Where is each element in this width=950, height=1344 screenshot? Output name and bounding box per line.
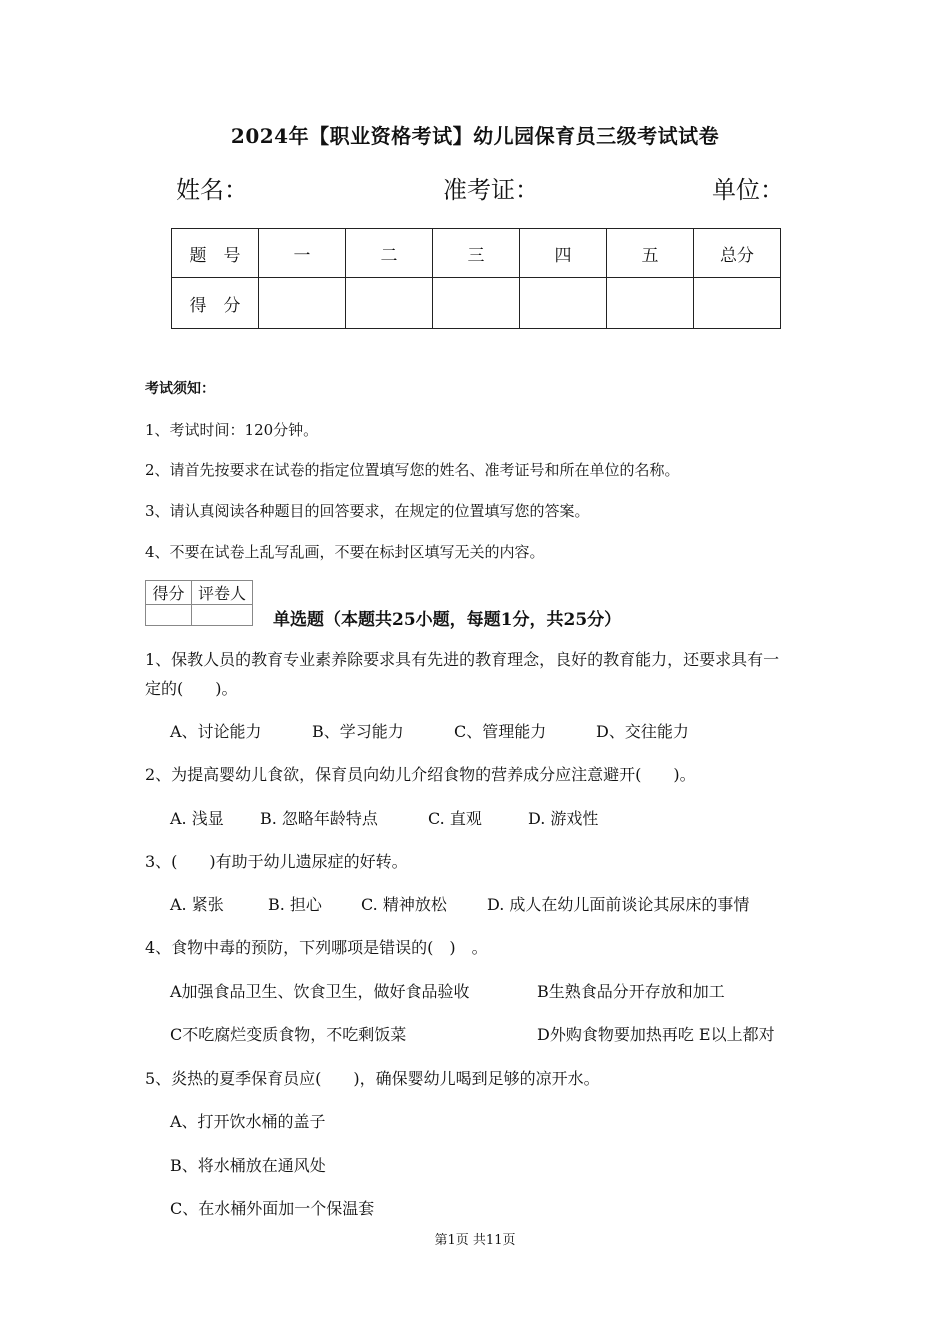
option: A加强食品卫生、饮食卫生，做好食品验收 — [170, 982, 470, 1001]
header-cell: 三 — [433, 229, 520, 278]
option: D、交往能力 — [596, 722, 689, 741]
option: C. 直观 — [428, 809, 482, 828]
option: B. 担心 — [268, 895, 322, 914]
header-cell: 题 号 — [172, 229, 259, 278]
option: B. 忽略年龄特点 — [260, 809, 378, 828]
row-label-cell: 得 分 — [172, 278, 259, 329]
option: B生熟食品分开存放和加工 — [537, 982, 725, 1001]
option: C、在水桶外面加一个保温套 — [170, 1199, 375, 1218]
header-cell: 总分 — [694, 229, 781, 278]
option: C、管理能力 — [454, 722, 547, 741]
notice-item: 2、请首先按要求在试卷的指定位置填写您的姓名、准考证号和所在单位的名称。 — [145, 461, 680, 479]
name-field-label: 姓名： — [176, 176, 248, 204]
grader-score-cell[interactable] — [146, 605, 192, 626]
header-cell: 二 — [346, 229, 433, 278]
option: D外购食物要加热再吃 E以上都对 — [537, 1025, 775, 1044]
score-table-score-row — [172, 278, 781, 329]
grader-score-label: 得分 — [146, 581, 192, 605]
question-stem: 1、保教人员的教育专业素养除要求具有先进的教育理念，良好的教育能力，还要求具有一 — [145, 650, 780, 669]
notice-item: 4、不要在试卷上乱写乱画，不要在标封区填写无关的内容。 — [145, 543, 545, 561]
option: A. 紧张 — [170, 895, 224, 914]
unit-field-label: 单位： — [712, 176, 784, 204]
header-cell: 四 — [520, 229, 607, 278]
option: D. 游戏性 — [528, 809, 599, 828]
grader-name-cell[interactable] — [192, 605, 253, 626]
option: A、打开饮水桶的盖子 — [170, 1112, 326, 1131]
header-cell: 五 — [607, 229, 694, 278]
score-cell[interactable] — [433, 278, 520, 329]
score-table — [171, 228, 781, 329]
question-stem: 3、( )有助于幼儿遗尿症的好转。 — [145, 852, 408, 871]
notice-item: 3、请认真阅读各种题目的回答要求，在规定的位置填写您的答案。 — [145, 502, 590, 520]
exam-id-field-label: 准考证： — [443, 176, 539, 204]
score-cell[interactable] — [607, 278, 694, 329]
option: A. 浅显 — [170, 809, 224, 828]
score-cell[interactable] — [694, 278, 781, 329]
grader-box — [145, 580, 253, 626]
option: D. 成人在幼儿面前谈论其尿床的事情 — [487, 895, 750, 914]
score-cell[interactable] — [346, 278, 433, 329]
question-stem: 定的( )。 — [145, 679, 238, 698]
score-table-header-row — [172, 229, 781, 278]
exam-title: 2024年【职业资格考试】幼儿园保育员三级考试试卷 — [230, 124, 720, 148]
grader-name-label: 评卷人 — [192, 581, 253, 605]
option: A、讨论能力 — [170, 722, 262, 741]
score-cell[interactable] — [520, 278, 607, 329]
page-footer: 第1页 共11页 — [434, 1233, 516, 1248]
question-stem: 4、食物中毒的预防，下列哪项是错误的( ) 。 — [145, 938, 488, 957]
score-cell[interactable] — [259, 278, 346, 329]
option: C. 精神放松 — [361, 895, 447, 914]
section-title: 单选题（本题共25小题，每题1分，共25分） — [273, 610, 622, 630]
question-stem: 2、为提高婴幼儿食欲，保育员向幼儿介绍食物的营养成分应注意避开( )。 — [145, 765, 696, 784]
question-stem: 5、炎热的夏季保育员应( )，确保婴幼儿喝到足够的凉开水。 — [145, 1069, 600, 1088]
option: B、将水桶放在通风处 — [170, 1156, 326, 1175]
header-cell: 一 — [259, 229, 346, 278]
option: C不吃腐烂变质食物，不吃剩饭菜 — [170, 1025, 407, 1044]
notice-heading: 考试须知： — [145, 381, 215, 397]
option: B、学习能力 — [312, 722, 404, 741]
notice-item: 1、考试时间：120分钟。 — [145, 421, 319, 439]
